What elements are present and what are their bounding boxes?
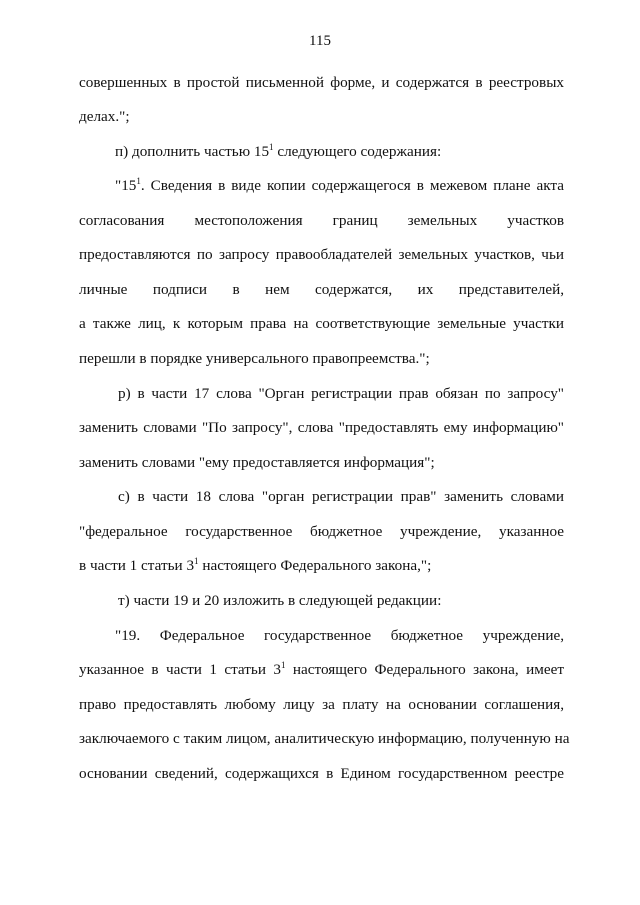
text-line (115, 627, 564, 645)
text-line (118, 592, 564, 610)
text-segment: настоящего Федерального закона, имеет (285, 661, 564, 678)
text-segment: совершенных в простой письменной форме, и содержатся в реестровых (79, 74, 564, 91)
text-segment: личные подписи в нем содержатся, их представителей, (79, 281, 564, 298)
text-line (79, 454, 564, 472)
text-line (79, 730, 570, 748)
text-line (79, 765, 564, 783)
text-segment: а также лиц, к которым права на соответствующие земельные участки (79, 315, 564, 332)
text-segment: "федеральное государственное бюджетное учреждение, указанное (79, 523, 564, 540)
superscript: 1 (136, 176, 141, 186)
text-segment: т) части 19 и 20 изложить в следующей редакции: (118, 592, 442, 609)
text-line (115, 143, 564, 161)
text-segment: предоставляются по запросу правообладателей земельных участков, чьи (79, 246, 564, 263)
text-line (79, 696, 564, 714)
text-segment: следующего содержания: (273, 143, 442, 160)
text-line (79, 74, 564, 92)
text-line (118, 385, 564, 403)
text-line (79, 212, 564, 230)
superscript: 1 (269, 142, 274, 152)
text-line (79, 281, 564, 299)
text-segment: согласования местоположения границ земельных участков (79, 212, 564, 229)
text-segment: заменить словами "По запросу", слова "предоставлять ему информацию" (79, 419, 564, 436)
text-segment: . Сведения в виде копии содержащегося в межевом плане акта (140, 177, 564, 194)
text-line (79, 557, 564, 575)
text-line (79, 108, 564, 126)
text-line (118, 488, 564, 506)
text-segment: заменить словами "ему предоставляется информация"; (79, 454, 435, 471)
text-segment: настоящего Федерального закона,"; (198, 557, 432, 574)
superscript: 1 (194, 556, 199, 566)
text-segment: право предоставлять любому лицу за плату на основании соглашения, (79, 696, 564, 713)
text-segment: основании сведений, содержащихся в Едином государственном реестре (79, 765, 564, 782)
text-line (79, 246, 564, 264)
text-line (79, 523, 564, 541)
text-segment: с) в части 18 слова "орган регистрации прав" заменить словами (118, 488, 564, 505)
text-segment: р) в части 17 слова "Орган регистрации прав обязан по запросу" (118, 385, 564, 402)
text-segment: делах."; (79, 108, 130, 125)
text-line (79, 350, 564, 368)
text-segment: "15 (115, 177, 137, 194)
text-segment: заключаемого с таким лицом, аналитическую информацию, полученную на (79, 730, 570, 747)
text-segment: п) дополнить частью 15 (115, 143, 270, 160)
text-segment: указанное в части 1 статьи 3 (79, 661, 281, 678)
text-line (115, 177, 564, 195)
text-line (79, 315, 564, 333)
text-line (79, 419, 564, 437)
text-segment: перешли в порядке универсального правопреемства."; (79, 350, 430, 367)
page-number: 115 (309, 33, 331, 49)
text-segment: "19. Федеральное государственное бюджетное учреждение, (115, 627, 564, 644)
text-segment: в части 1 статьи 3 (79, 557, 195, 574)
text-line (79, 661, 564, 679)
superscript: 1 (280, 660, 286, 670)
